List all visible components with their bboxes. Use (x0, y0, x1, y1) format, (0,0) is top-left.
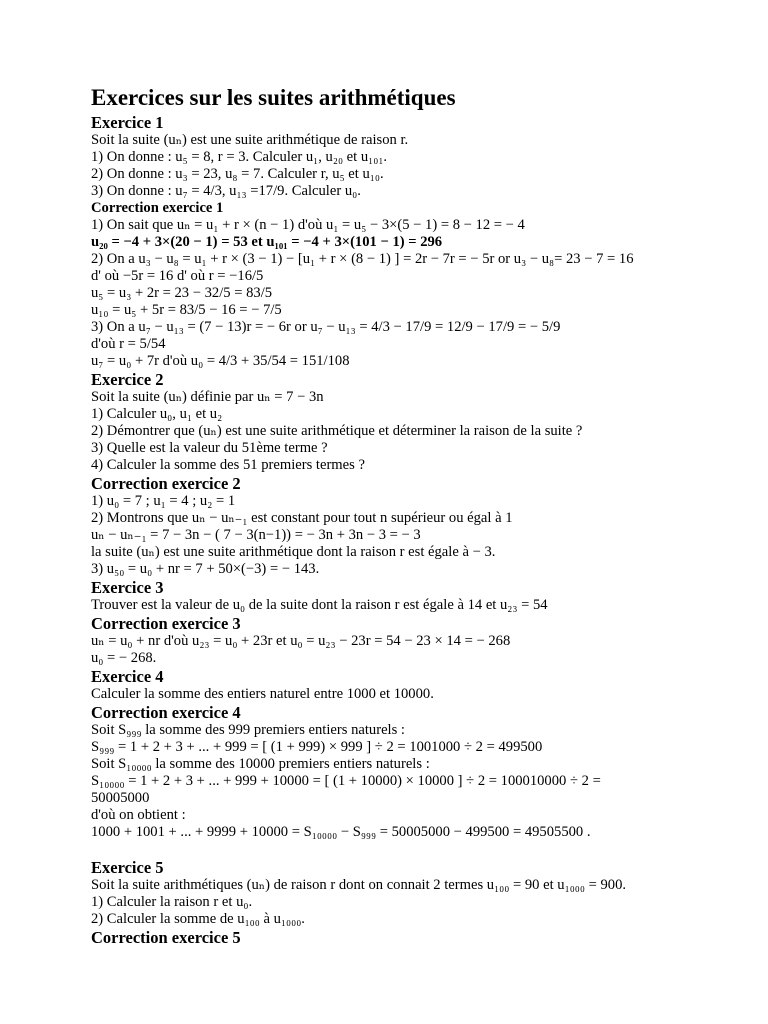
text-line: u₀ = − 268. (91, 650, 157, 666)
text-line: Trouver est la valeur de u₀ de la suite dont la raison r est égale à 14 et u₂₃ = 54 (91, 597, 548, 613)
text-line: la suite (uₙ) est une suite arithmétique dont la raison r est égale à − 3. (91, 544, 496, 560)
text-line: 1) Calculer u₀, u₁ et u₂ (91, 406, 223, 422)
text-line: 2) On a u₃ − u₈ = u₁ + r × (3 − 1) − [u₁ + r × (8 − 1) ] = 2r − 7r = − 5r or u₃ − u₈= 23 − 7 = 16 (91, 251, 634, 267)
text-line: 3) Quelle est la valeur du 51ème terme ? (91, 440, 328, 456)
text-line: d'où r = 5/54 (91, 336, 166, 352)
section-heading: Exercice 3 (91, 578, 164, 597)
section-heading: Correction exercice 3 (91, 614, 241, 633)
text-line: 3) On a u₇ − u₁₃ = (7 − 13)r = − 6r or u₇ − u₁₃ = 4/3 − 17/9 = 12/9 − 17/9 = − 5/9 (91, 319, 561, 335)
text-line: 50005000 (91, 790, 150, 806)
document-page (91, 84, 691, 947)
text-line: 2) Montrons que uₙ − uₙ₋₁ est constant pour tout n supérieur ou égal à 1 (91, 510, 513, 526)
section-heading: Exercice 2 (91, 370, 164, 389)
section-heading: Correction exercice 2 (91, 474, 241, 493)
document-content (91, 113, 691, 947)
text-line: u₁₀ = u₅ + 5r = 83/5 − 16 = − 7/5 (91, 302, 282, 318)
text-line: u₇ = u₀ + 7r d'où u₀ = 4/3 + 35/54 = 151/108 (91, 353, 350, 369)
text-line: Soit la suite (uₙ) définie par uₙ = 7 − 3n (91, 389, 324, 405)
section-heading: Correction exercice 4 (91, 703, 241, 722)
section-heading: Exercice 1 (91, 113, 164, 132)
text-line: uₙ = u₀ + nr d'où u₂₃ = u₀ + 23r et u₀ = u₂₃ − 23r = 54 − 23 × 14 = − 268 (91, 633, 511, 649)
text-line: Soit S₉₉₉ la somme des 999 premiers entiers naturels : (91, 722, 405, 738)
text-line: d' où −5r = 16 d' où r = −16/5 (91, 268, 264, 284)
text-line: 2) Calculer la somme de u₁₀₀ à u₁₀₀₀. (91, 911, 305, 927)
section-heading: Exercice 5 (91, 858, 164, 877)
text-line: u₂₀ = −4 + 3×(20 − 1) = 53 et u₁₀₁ = −4 + 3×(101 − 1) = 296 (91, 234, 443, 250)
spacer (91, 841, 691, 858)
text-line: S₉₉₉ = 1 + 2 + 3 + ... + 999 = [ (1 + 999) × 999 ] ÷ 2 = 1001000 ÷ 2 = 499500 (91, 739, 543, 755)
text-line: 1) On sait que uₙ = u₁ + r × (n − 1) d'où u₁ = u₅ − 3×(5 − 1) = 8 − 12 = − 4 (91, 217, 525, 233)
text-line: d'où on obtient : (91, 807, 186, 823)
text-line: S₁₀₀₀₀ = 1 + 2 + 3 + ... + 999 + 10000 = [ (1 + 10000) × 10000 ] ÷ 2 = 100010000 ÷ 2 = (91, 773, 601, 789)
text-line: 3) u₅₀ = u₀ + nr = 7 + 50×(−3) = − 143. (91, 561, 320, 577)
section-heading: Correction exercice 1 (91, 200, 224, 216)
text-line: 1000 + 1001 + ... + 9999 + 10000 = S₁₀₀₀₀ − S₉₉₉ = 50005000 − 499500 = 49505500 . (91, 824, 591, 840)
text-line: Soit la suite (uₙ) est une suite arithmétique de raison r. (91, 132, 409, 148)
section-heading: Correction exercice 5 (91, 928, 241, 947)
text-line: 2) Démontrer que (uₙ) est une suite arithmétique et déterminer la raison de la suite ? (91, 423, 583, 439)
text-line: Soit S₁₀₀₀₀ la somme des 10000 premiers entiers naturels : (91, 756, 430, 772)
text-line: 1) Calculer la raison r et u₀. (91, 894, 253, 910)
text-line: 2) On donne : u₃ = 23, u₈ = 7. Calculer r, u₅ et u₁₀. (91, 166, 384, 182)
text-line: Calculer la somme des entiers naturel entre 1000 et 10000. (91, 686, 434, 702)
text-line: uₙ − uₙ₋₁ = 7 − 3n − ( 7 − 3(n−1)) = − 3n + 3n − 3 = − 3 (91, 527, 421, 543)
text-line: 1) On donne : u₅ = 8, r = 3. Calculer u₁, u₂₀ et u₁₀₁. (91, 149, 388, 165)
text-line: 4) Calculer la somme des 51 premiers termes ? (91, 457, 365, 473)
text-line: 1) u₀ = 7 ; u₁ = 4 ; u₂ = 1 (91, 493, 236, 509)
text-line: 3) On donne : u₇ = 4/3, u₁₃ =17/9. Calculer u₀. (91, 183, 361, 199)
text-line: Soit la suite arithmétiques (uₙ) de raison r dont on connait 2 termes u₁₀₀ = 90 et u₁₀₀₀ = 900. (91, 877, 627, 893)
page-title: Exercices sur les suites arithmétiques (91, 85, 456, 110)
section-heading: Exercice 4 (91, 667, 164, 686)
text-line: u₅ = u₃ + 2r = 23 − 32/5 = 83/5 (91, 285, 273, 301)
